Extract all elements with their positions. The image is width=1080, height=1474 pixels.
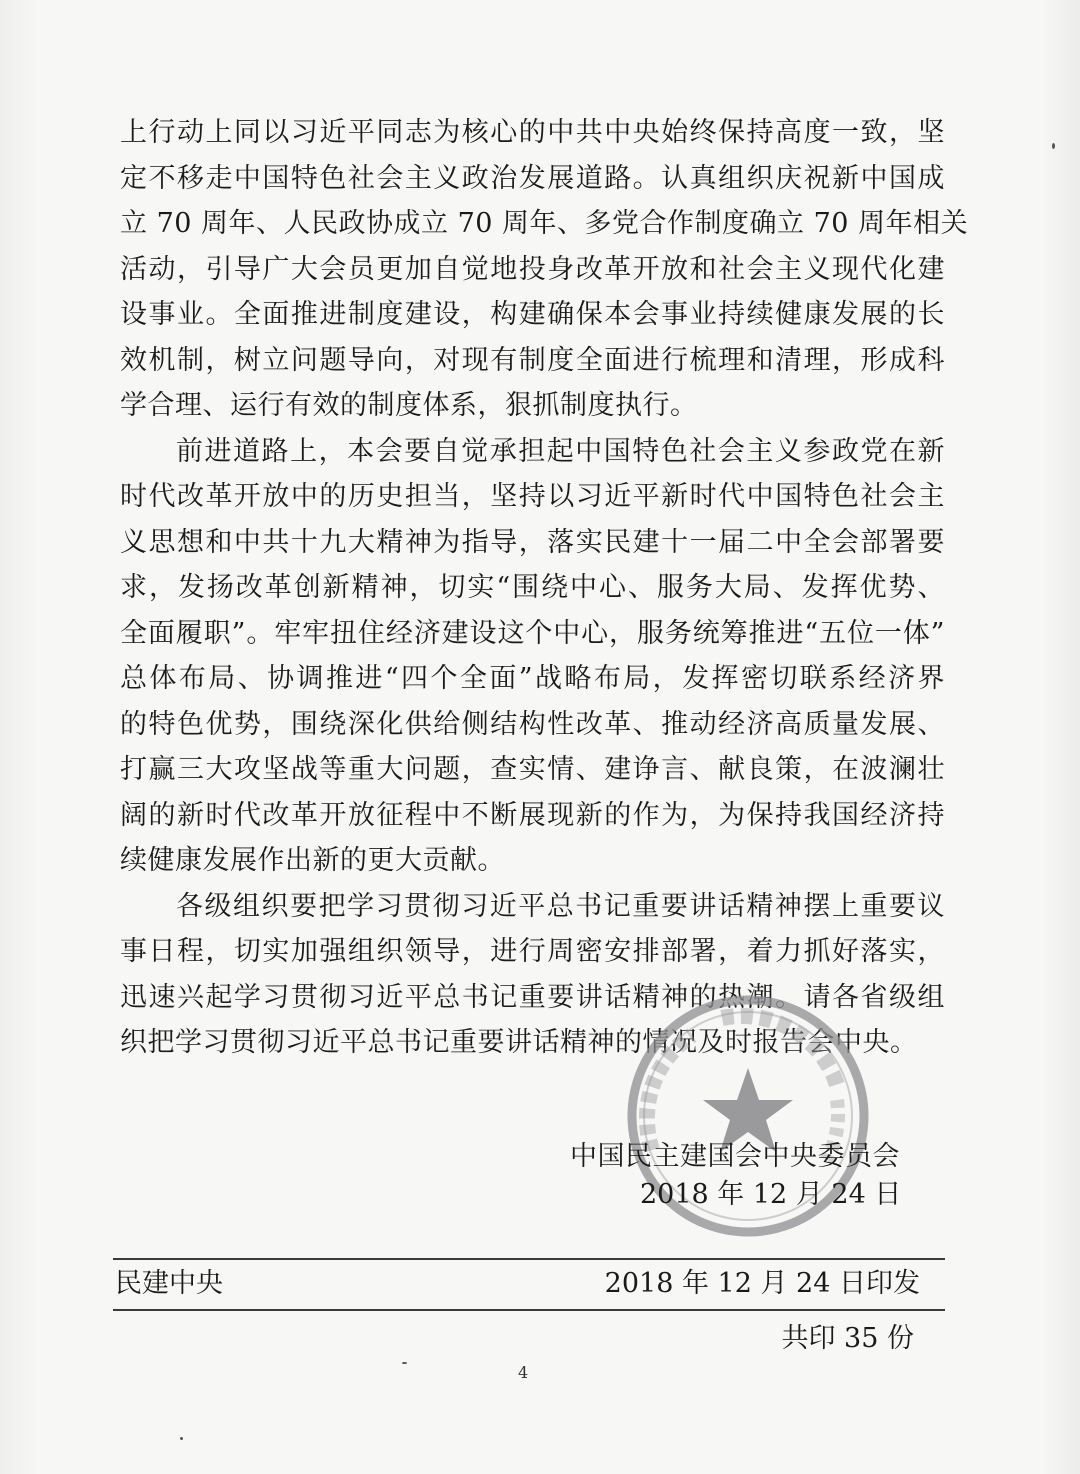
text-line: 各级组织要把学习贯彻习近平总书记重要讲话精神摆上重要议	[176, 890, 945, 922]
body-text	[120, 110, 969, 1066]
text-line: 学合理、运行有效的制度体系，狠抓制度执行。	[120, 390, 698, 421]
scan-speck	[402, 1362, 407, 1364]
text-line: 前进道路上，本会要自觉承担起中国特色社会主义参政党在新	[176, 435, 945, 467]
footer-issue-date: 2018 年 12 月 24 日印发	[604, 1268, 920, 1299]
footer-issuer: 民建中央	[115, 1268, 223, 1299]
footer-copies: 共印 35 份	[781, 1323, 914, 1354]
text-line: 立 70 周年、人民政协成立 70 周年、多党合作制度确立 70 周年相关	[120, 208, 969, 239]
text-line: 阔的新时代改革开放征程中不断展现新的作为，为保持我国经济持	[120, 799, 945, 831]
text-line: 迅速兴起学习贯彻习近平总书记重要讲话精神的热潮。请各省级组	[120, 981, 945, 1013]
text-line: 设事业。全面推进制度建设，构建确保本会事业持续健康发展的长	[120, 299, 945, 330]
text-line: 义思想和中共十九大精神为指导，落实民建十一届二中全会部署要	[120, 526, 945, 558]
page-number: 4	[518, 1363, 529, 1382]
text-line: 织把学习贯彻习近平总书记重要讲话精神的情况及时报告会中央。	[120, 1027, 918, 1058]
text-line: 事日程，切实加强组织领导，进行周密安排部署，着力抓好落实，	[120, 936, 945, 967]
paragraph-1	[120, 110, 969, 429]
text-line: 的特色优势，围绕深化供给侧结构性改革、推动经济高质量发展、	[120, 708, 945, 740]
footer-rule-top	[113, 1258, 945, 1260]
footer-rule-bottom	[113, 1309, 945, 1311]
text-line: 总体布局、协调推进“四个全面”战略布局，发挥密切联系经济界	[120, 663, 945, 694]
text-line: 全面履职”。牢牢扭住经济建设这个中心，服务统筹推进“五位一体”	[120, 617, 945, 649]
signature-organization: 中国民主建国会中央委员会	[570, 1141, 900, 1172]
text-line: 打赢三大攻坚战等重大问题，查实情、建诤言、献良策，在波澜壮	[120, 754, 945, 785]
text-line: 上行动上同以习近平同志为核心的中共中央始终保持高度一致，坚	[120, 117, 945, 148]
scan-speck	[1052, 143, 1055, 149]
signature-date: 2018 年 12 月 24 日	[640, 1179, 902, 1210]
scan-speck	[180, 1437, 183, 1440]
paragraph-2	[120, 429, 945, 884]
text-line: 时代改革开放中的历史担当，坚持以习近平新时代中国特色社会主	[120, 481, 945, 512]
text-line: 求，发扬改革创新精神，切实“围绕中心、服务大局、发挥优势、	[120, 572, 945, 603]
text-line: 活动，引导广大会员更加自觉地投身改革开放和社会主义现代化建	[120, 253, 945, 285]
text-line: 效机制，树立问题导向，对现有制度全面进行梳理和清理，形成科	[120, 344, 945, 376]
text-line: 续健康发展作出新的更大贡献。	[120, 845, 505, 876]
signature-block	[570, 1138, 915, 1214]
text-line: 定不移走中国特色社会主义政治发展道路。认真组织庆祝新中国成	[120, 162, 945, 194]
